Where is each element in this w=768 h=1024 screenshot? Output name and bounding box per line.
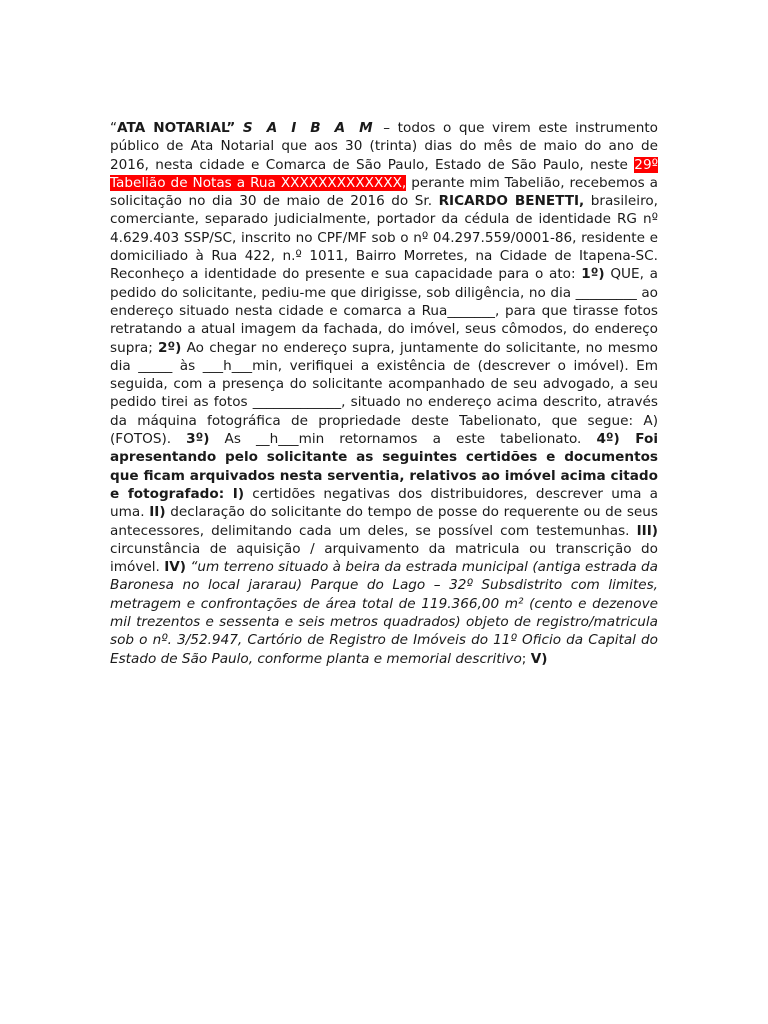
document-body: [110, 119, 658, 668]
item-3-text: As __h___min retornamos a este tabelionato.: [209, 431, 597, 448]
roman-5-label: V): [530, 650, 548, 667]
document-title: ATA NOTARIAL”: [117, 120, 236, 136]
roman-3-text: circunstância de aquisição / arquivamento da matricula ou transcrição do imóvel.: [110, 540, 658, 576]
roman-1-text: certidões negativas dos distribuidores, descrever uma a uma.: [110, 485, 658, 521]
roman-2-text: declaração do solicitante do tempo de posse do requerente ou de seus antecessores, delimitando cada um deles, se possível com testemunhas.: [110, 504, 658, 539]
item-4-heading: 4º) Foi apresentando pelo solicitante as seguintes certidões e documentos que ficam arquivados nesta serventia, relativos ao imóvel acima citado e fotografado:: [110, 431, 658, 502]
property-description-quote: “um terreno situado à beira da estrada municipal (antiga estrada da Baronesa no local jararau) Parque do Lago – 32º Subsdistrito com limites, metragem e confrontações de área total de 119.366,00 m² (cento e dezenove mil trezentos e sessenta e seis metros quadrados) objeto de registro/matricula sob o nº. 3/52.947, Cartório de Registro de Imóveis do 11º Oficio da Capital do Estado de São Paulo, conforme planta e memorial descritivo: [110, 559, 658, 667]
requester-name: RICARDO BENETTI,: [438, 193, 585, 210]
item-2-label: 2º): [158, 339, 182, 356]
item-2-text: Ao chegar no endereço supra, juntamente do solicitante, no mesmo dia _____ às ___h___min, verifiquei a existência de (descrever o imóvel). Em seguida, com a presença do solicitante acompanhado de seu advogado, a seu pedido tirei as fotos _____________, situado no endereço acima descrito, através da máquina fotográfica de propriedade deste Tabelionato, que segue: A) (FOTOS).: [110, 339, 658, 448]
roman-1-label: I): [224, 485, 245, 502]
roman-2-label: II): [149, 504, 166, 521]
roman-4-label: IV): [164, 559, 187, 576]
item-3-label: 3º): [186, 431, 210, 448]
semicolon-text: ;: [521, 650, 531, 667]
item-1-label: 1º): [581, 266, 605, 283]
roman-3-label: III): [636, 522, 658, 539]
saibam-heading: S A I B A M: [242, 120, 376, 136]
highlighted-address: 29º Tabelião de Notas a Rua XXXXXXXXXXXXX,: [110, 156, 658, 191]
requester-details: brasileiro, comerciante, separado judicialmente, portador da cédula de identidade RG nº 4.629.403 SSP/SC, inscrito no CPF/MF sob o nº 04.297.559/0001-86, residente e domiciliado à Rua 422, n.º 1011, Bairro Morretes, na Cidade de Itapena-SC. Reconheço a identidade do presente e sua capacidade para o ato:: [110, 193, 658, 283]
intro-text: – todos o que virem este instrumento público de Ata Notarial que aos 30 (trinta) dias do mês de maio do ano de 2016, nesta cidade e Comarca de São Paulo, Estado de São Paulo, neste: [110, 120, 658, 173]
item-1-text: QUE, a pedido do solicitante, pediu-me que dirigisse, sob diligência, no dia _________ ao endereço situado nesta cidade e comarca a Rua_______, para que tirasse fotos retratando a atual imagem da fachada, do imóvel, seus cômodos, do endereço supra;: [110, 266, 658, 356]
open-quote: “: [110, 120, 118, 136]
request-text: perante mim Tabelião, recebemos a solicitação no dia 30 de maio de 2016 do Sr.: [110, 174, 658, 210]
